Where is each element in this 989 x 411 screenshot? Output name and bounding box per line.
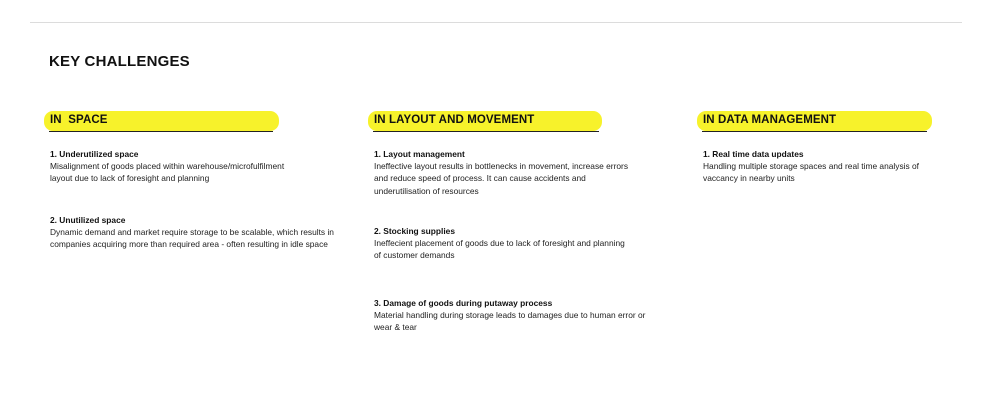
challenge-column-space [44,111,344,250]
challenge-description: Misalignment of goods placed within warehouse/microfulfilment layout due to lack of foresight and planning [50,161,285,184]
challenge-description: Ineffective layout results in bottlenecks in movement, increase errors and reduce speed of process. It can cause accidents and underutilisation of resources [374,161,629,196]
challenge-item [50,214,340,251]
section-heading: IN DATA MANAGEMENT [703,114,837,126]
section-heading-pill [697,111,932,131]
challenge-column-layout-movement [368,111,668,333]
page-title: KEY CHALLENGES [49,53,190,70]
challenge-title: 1. Layout management [374,149,465,159]
challenge-item [50,148,340,185]
challenge-title: 2. Unutilized space [50,215,126,225]
section-heading-pill [368,111,602,131]
challenge-description: Material handling during storage leads to damages due to human error or wear & tear [374,310,646,333]
challenge-item [374,225,629,262]
challenge-title: 3. Damage of goods during putaway process [374,298,553,308]
section-heading-pill [44,111,279,131]
challenge-item [703,148,955,185]
challenge-description: Handling multiple storage spaces and real time analysis of vaccancy in nearby units [703,161,920,184]
challenge-column-data-management [697,111,987,184]
challenge-description: Dynamic demand and market require storage to be scalable, which results in companies acquiring more than required area - often resulting in idle space [50,227,334,250]
section-heading: IN SPACE [50,114,108,126]
challenge-description: Ineffecient placement of goods due to lack of foresight and planning of customer demands [374,238,625,261]
challenge-item [374,297,646,334]
challenge-title: 1. Real time data updates [703,149,804,159]
heading-underline [702,131,927,132]
section-heading: IN LAYOUT AND MOVEMENT [374,114,535,126]
heading-underline [373,131,599,132]
challenge-title: 1. Underutilized space [50,149,139,159]
heading-underline [49,131,273,132]
top-divider [30,22,962,23]
challenge-title: 2. Stocking supplies [374,226,455,236]
challenge-item [374,148,629,197]
